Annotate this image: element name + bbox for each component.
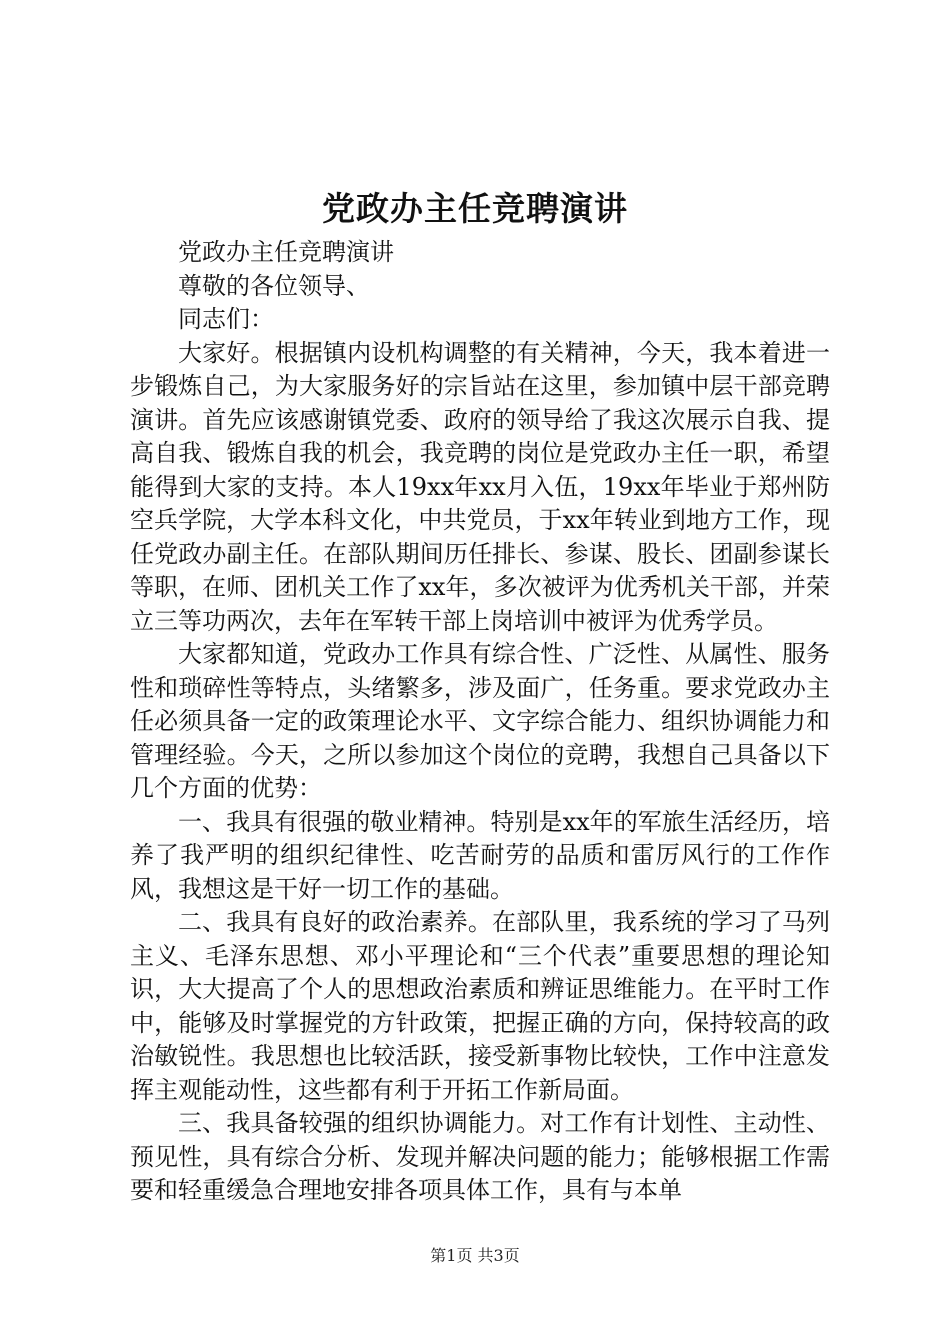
paragraph-salutation-2: 同志们： — [178, 305, 274, 333]
document-body — [130, 236, 830, 1208]
paragraph-intro: 大家好。根据镇内设机构调整的有关精神，今天，我本着进一步锻炼自己，为大家服务好的宗旨站在这里，参加镇中层干部竞聘演讲。首先应该感谢镇党委、政府的领导给了我这次展示自我、提高自我、锻炼自我的机会，我竞聘的岗位是党政办主任一职，希望能得到大家的支持。本人19xx年xx月入伍，19xx年毕业于郑州防空兵学院，大学本科文化，中共党员，于xx年转业到地方工作，现任党政办副主任。在部队期间历任排长、参谋、股长、团副参谋长等职，在师、团机关工作了xx年，多次被评为优秀机关干部，并荣立三等功两次，去年在军转干部上岗培训中被评为优秀学员。 — [130, 338, 830, 635]
paragraph-overview: 大家都知道，党政办工作具有综合性、广泛性、从属性、服务性和琐碎性等特点，头绪繁多，涉及面广，任务重。要求党政办主任必须具备一定的政策理论水平、文字综合能力、组织协调能力和管理经验。今天，之所以参加这个岗位的竞聘，我想自己具备以下几个方面的优势： — [130, 640, 830, 802]
paragraph-point-3: 三、我具备较强的组织协调能力。对工作有计划性、主动性、预见性，具有综合分析、发现并解决问题的能力；能够根据工作需要和轻重缓急合理地安排各项具体工作，具有与本单 — [130, 1109, 830, 1204]
paragraph-salutation: 尊敬的各位领导、 — [178, 271, 370, 300]
page-footer: 第1页 共3页 — [430, 1246, 520, 1265]
paragraph-subtitle: 党政办主任竞聘演讲 — [178, 238, 394, 266]
paragraph-point-2: 二、我具有良好的政治素养。在部队里，我系统的学习了马列主义、毛泽东思想、邓小平理论和“三个代表”重要思想的理论知识，大大提高了个人的思想政治素质和辨证思维能力。在平时工作中，能够及时掌握党的方针政策，把握正确的方向，保持较高的政治敏锐性。我思想也比较活跃，接受新事物比较快，工作中注意发挥主观能动性，这些都有利于开拓工作新局面。 — [130, 908, 830, 1104]
document-title: 党政办主任竞聘演讲 — [322, 189, 628, 228]
paragraph-point-1: 一、我具有很强的敬业精神。特别是xx年的军旅生活经历，培养了我严明的组织纪律性、吃苦耐劳的品质和雷厉风行的工作作风，我想这是干好一切工作的基础。 — [130, 807, 830, 903]
